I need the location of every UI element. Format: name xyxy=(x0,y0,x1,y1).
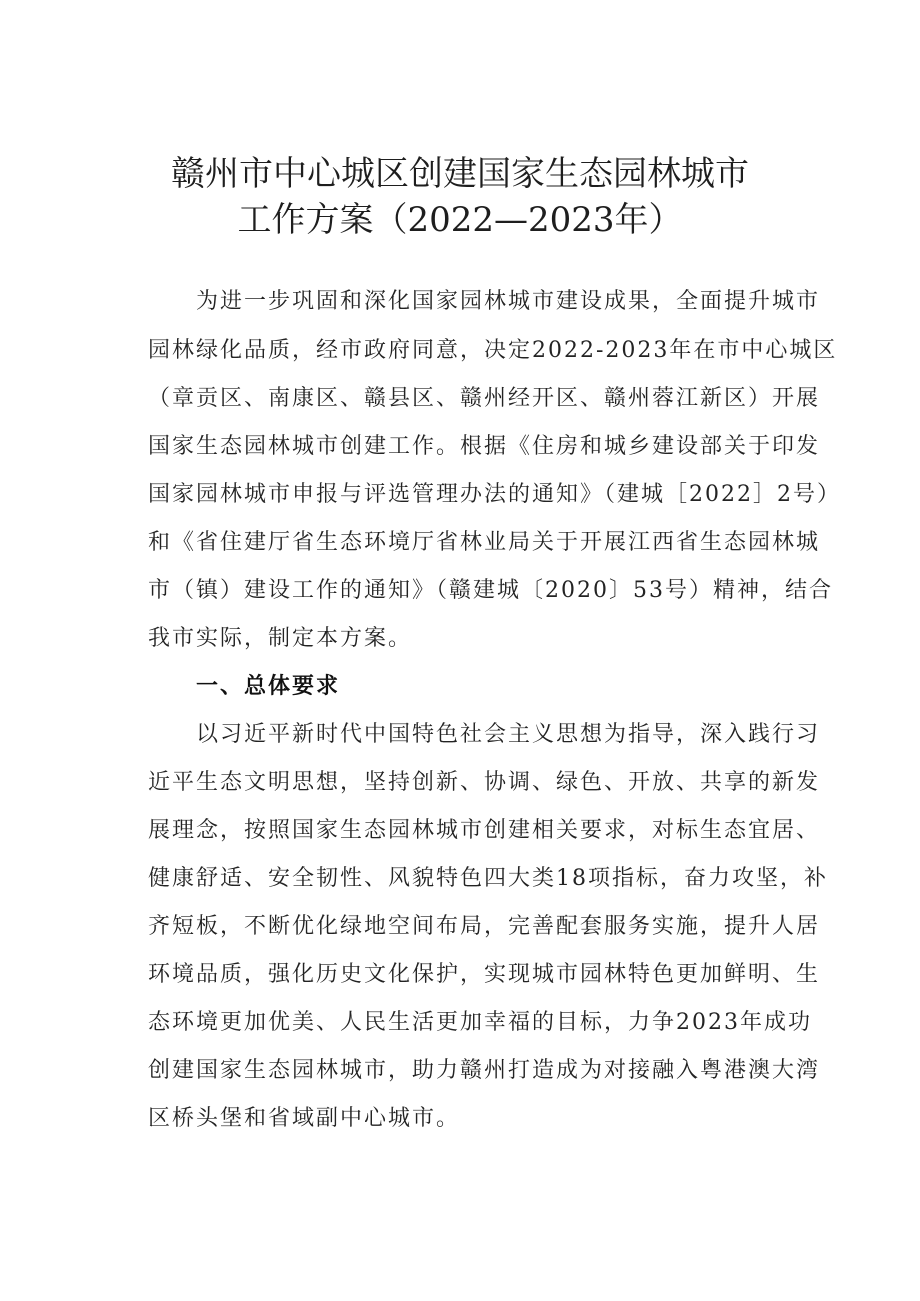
document-title-line-1: 赣州市中心城区创建国家生态园林城市 xyxy=(171,154,749,194)
section-paragraph-line: 展理念，按照国家生态园林城市创建相关要求，对标生态宜居、 xyxy=(148,818,821,843)
intro-paragraph-line: 我市实际，制定本方案。 xyxy=(148,626,413,651)
section-heading: 一、总体要求 xyxy=(196,674,341,699)
section-paragraph-line: 齐短板，不断优化绿地空间布局，完善配套服务实施，提升人居 xyxy=(148,914,821,939)
intro-paragraph-line: 为进一步巩固和深化国家园林城市建设成果，全面提升城市 xyxy=(196,289,821,314)
intro-paragraph-line: 园林绿化品质，经市政府同意，决定2022-2023年在市中心城区 xyxy=(148,338,838,363)
section-paragraph-line: 创建国家生态园林城市，助力赣州打造成为对接融入粤港澳大湾 xyxy=(148,1058,821,1083)
intro-paragraph-line: 和《省住建厅省生态环境厅省林业局关于开展江西省生态园林城 xyxy=(148,530,821,555)
section-paragraph-line: 区桥头堡和省域副中心城市。 xyxy=(148,1106,461,1131)
intro-paragraph-line: 国家园林城市申报与评选管理办法的通知》（建城［2022］2号） xyxy=(148,482,841,507)
intro-paragraph-line: 市（镇）建设工作的通知》（赣建城〔2020〕53号）精神，结合 xyxy=(148,578,833,603)
intro-paragraph-line: （章贡区、南康区、赣县区、赣州经开区、赣州蓉江新区）开展 xyxy=(148,386,821,411)
section-paragraph-line: 健康舒适、安全韧性、风貌特色四大类18项指标，奋力攻坚，补 xyxy=(148,866,828,891)
document-title-line-2: 工作方案（2022—2023年） xyxy=(237,200,683,240)
section-paragraph-line: 以习近平新时代中国特色社会主义思想为指导，深入践行习 xyxy=(196,722,821,747)
section-paragraph-line: 近平生态文明思想，坚持创新、协调、绿色、开放、共享的新发 xyxy=(148,770,821,795)
section-paragraph-line: 环境品质，强化历史文化保护，实现城市园林特色更加鲜明、生 xyxy=(148,962,821,987)
section-paragraph-line: 态环境更加优美、人民生活更加幸福的目标，力争2023年成功 xyxy=(148,1010,812,1035)
intro-paragraph-line: 国家生态园林城市创建工作。根据《住房和城乡建设部关于印发 xyxy=(148,434,821,459)
